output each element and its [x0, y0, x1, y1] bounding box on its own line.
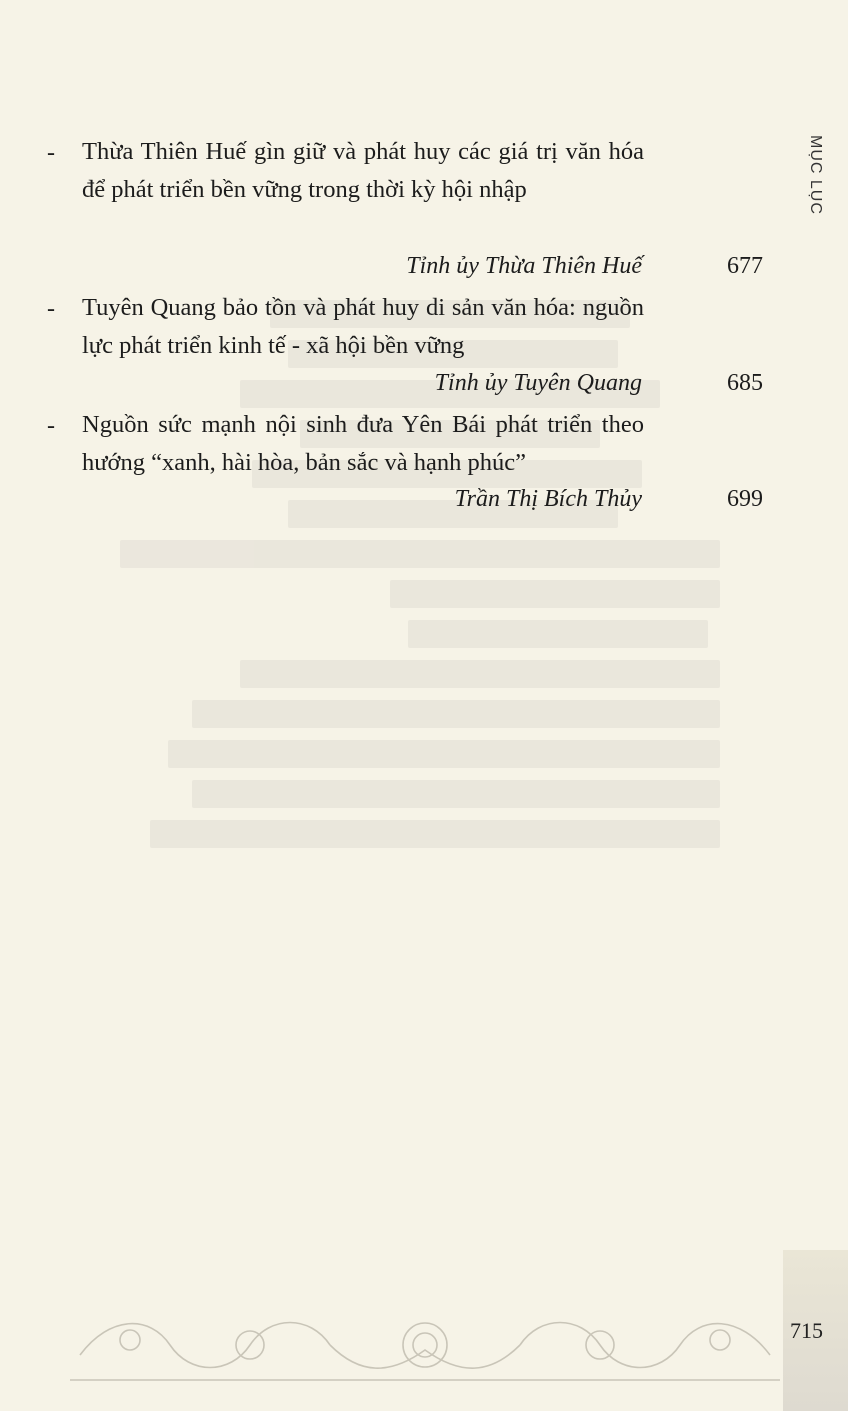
entry-title: Nguồn sức mạnh nội sinh đưa Yên Bái phát triển theo hướng “xanh, hài hòa, bản sắc và hạnh phúc”: [82, 411, 644, 476]
section-side-label: MỤC LỤC: [807, 135, 824, 215]
page-number: 715: [790, 1318, 823, 1343]
entry-author: Tỉnh ủy Tuyên Quang: [434, 370, 642, 396]
entry-bullet: -: [47, 413, 55, 439]
floral-border-ornament-icon: [70, 1295, 780, 1390]
entry-page-number: 685: [727, 370, 763, 396]
entry-page-number: 677: [727, 253, 763, 279]
entry-author: Trần Thị Bích Thủy: [454, 486, 642, 512]
entry-title: Tuyên Quang bảo tồn và phát huy di sản văn hóa: nguồn lực phát triển kinh tế - xã hội bền vững: [82, 294, 644, 359]
entry-title: Thừa Thiên Huế gìn giữ và phát huy các giá trị văn hóa để phát triển bền vững trong thời kỳ hội nhập: [82, 138, 644, 203]
entry-page-number: 699: [727, 486, 763, 512]
entry-bullet: -: [47, 296, 55, 322]
entry-author: Tỉnh ủy Thừa Thiên Huế: [406, 253, 642, 279]
entry-bullet: -: [47, 140, 55, 166]
